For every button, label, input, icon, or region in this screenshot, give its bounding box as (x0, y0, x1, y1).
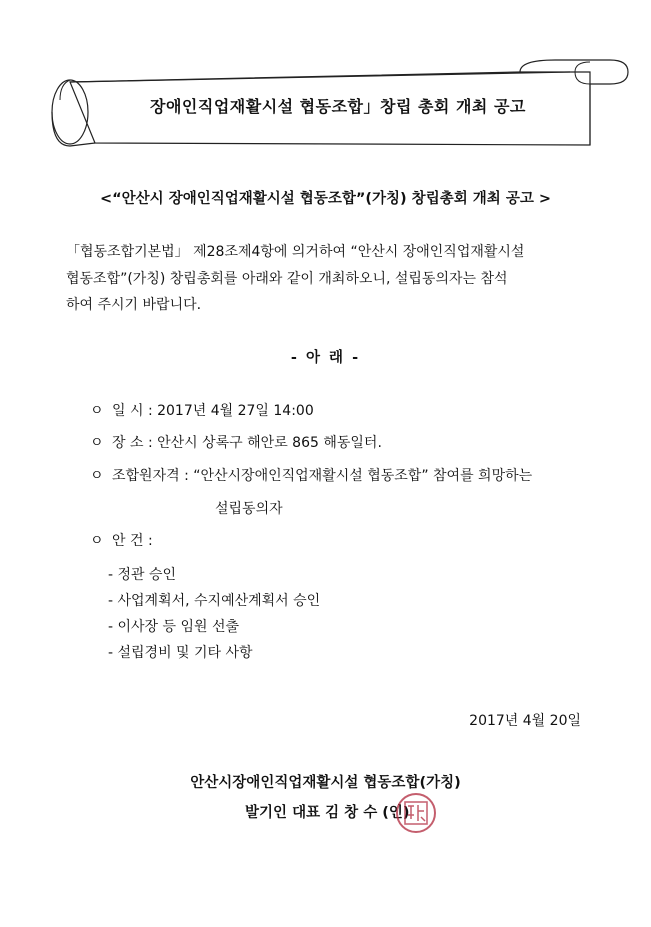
place-text: 장 소 : 안산시 상록구 해안로 865 해동일터. (112, 435, 382, 451)
item-agenda (90, 530, 153, 550)
bullet-icon: ㅇ (90, 435, 104, 451)
agenda-item: - 사업계획서, 수지예산계획서 승인 (108, 593, 321, 609)
section-heading: - 아 래 - (290, 350, 361, 366)
scroll-banner (0, 0, 651, 160)
agenda-item: - 이사장 등 임원 선출 (108, 619, 240, 635)
agenda-text: 안 건 : (112, 533, 153, 549)
item-qualification (90, 465, 532, 485)
body-line-1: 「협동조합기본법」 제28조제4항에 의거하여 “안산시 장애인직업재활시설 (66, 244, 525, 260)
bullet-icon: ㅇ (90, 533, 104, 549)
item-datetime (90, 400, 314, 420)
agenda-item: - 설립경비 및 기타 사항 (108, 645, 253, 661)
notice-subtitle: <“안산시 장애인직업재활시설 협동조합”(가칭) 창립총회 개최 공고 > (99, 191, 552, 207)
bullet-icon: ㅇ (90, 403, 104, 419)
body-line-3: 하여 주시기 바랍니다. (66, 297, 202, 313)
document-title: 장애인직업재활시설 협동조합」창립 총회 개최 공고 (150, 97, 526, 116)
body-line-2: 협동조합”(가칭) 창립총회를 아래와 같이 개최하오니, 설립동의자는 참석 (66, 271, 508, 287)
organization-name: 안산시장애인직업재활시설 협동조합(가칭) (190, 775, 461, 791)
notice-date: 2017년 4월 20일 (469, 713, 581, 729)
agenda-item: - 정관 승인 (108, 567, 177, 583)
item-place (90, 432, 382, 452)
qualification-continued: 설립동의자 (215, 501, 283, 517)
seal-stamp (392, 791, 440, 835)
datetime-text: 일 시 : 2017년 4월 27일 14:00 (112, 403, 314, 419)
representative: 발기인 대표 김 창 수 (인) (245, 805, 410, 821)
bullet-icon: ㅇ (90, 468, 104, 484)
qualification-text: 조합원자격 : “안산시장애인직업재활시설 협동조합” 참여를 희망하는 (112, 468, 533, 484)
